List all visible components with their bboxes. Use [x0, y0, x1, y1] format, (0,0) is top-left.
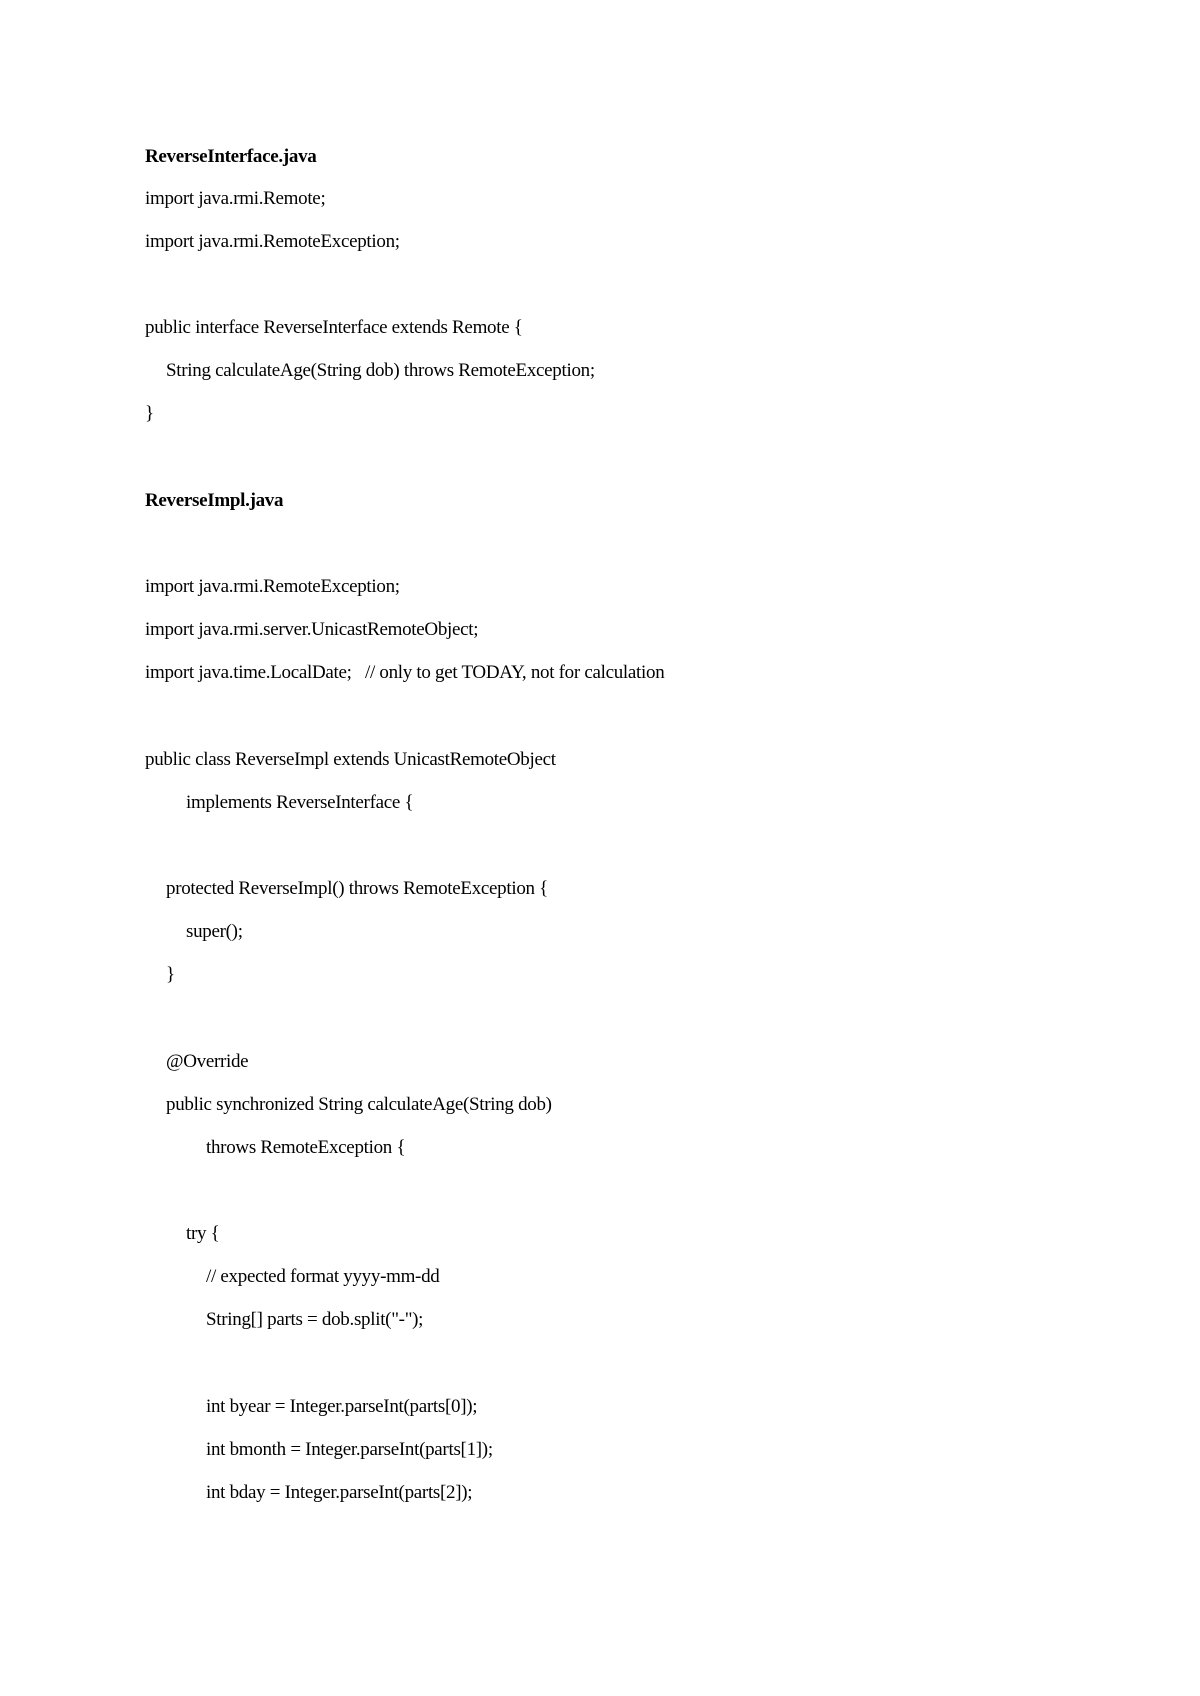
code-line: int bmonth = Integer.parseInt(parts[1]);: [206, 1439, 493, 1460]
code-line: String[] parts = dob.split("-");: [206, 1309, 424, 1330]
code-line: // expected format yyyy-mm-dd: [206, 1266, 440, 1287]
code-line: int byear = Integer.parseInt(parts[0]);: [206, 1396, 478, 1417]
code-line: super();: [186, 921, 243, 942]
code-line: public synchronized String calculateAge(String dob): [166, 1094, 552, 1115]
code-line: throws RemoteException {: [206, 1137, 406, 1158]
code-line: String calculateAge(String dob) throws RemoteException;: [166, 360, 595, 381]
file-title-reverse-interface: ReverseInterface.java: [145, 146, 317, 167]
code-line: int bday = Integer.parseInt(parts[2]);: [206, 1482, 473, 1503]
code-line: }: [166, 964, 175, 985]
code-line: import java.time.LocalDate; // only to get TODAY, not for calculation: [145, 662, 665, 683]
code-line: public class ReverseImpl extends UnicastRemoteObject: [145, 749, 556, 770]
code-line: try {: [186, 1223, 220, 1244]
code-line: import java.rmi.RemoteException;: [145, 231, 400, 252]
code-line: }: [145, 403, 154, 424]
code-line: @Override: [166, 1051, 249, 1072]
code-line: protected ReverseImpl() throws RemoteException {: [166, 878, 548, 899]
code-line: import java.rmi.server.UnicastRemoteObject;: [145, 619, 479, 640]
file-title-reverse-impl: ReverseImpl.java: [145, 490, 284, 511]
code-line: import java.rmi.Remote;: [145, 188, 326, 209]
code-line: public interface ReverseInterface extends Remote {: [145, 317, 523, 338]
code-line: import java.rmi.RemoteException;: [145, 576, 400, 597]
code-line: implements ReverseInterface {: [186, 792, 414, 813]
